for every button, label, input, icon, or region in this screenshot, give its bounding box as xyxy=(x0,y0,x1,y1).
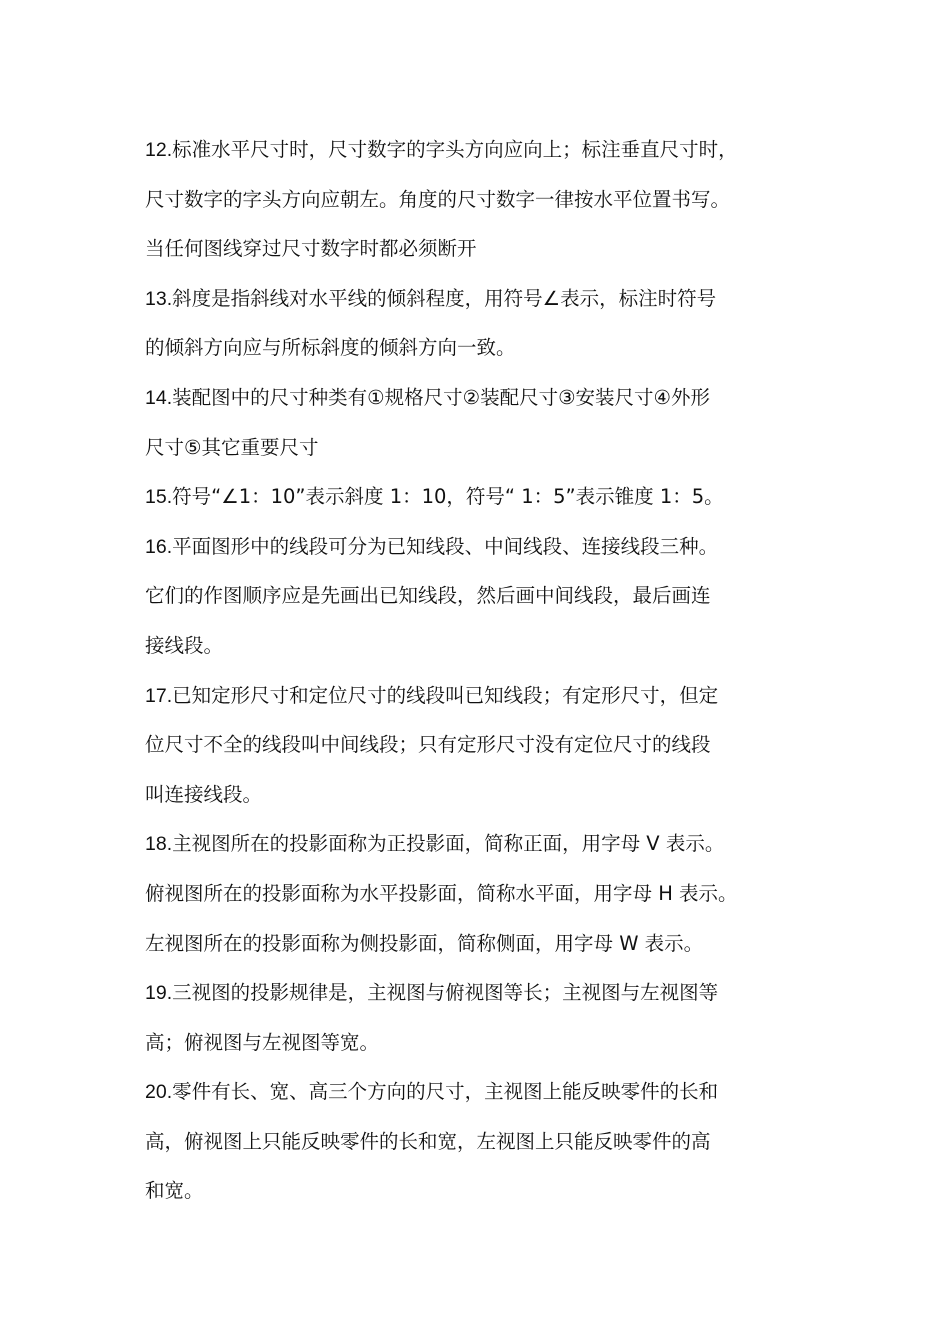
paragraph-16 xyxy=(145,522,825,671)
paragraph-line xyxy=(145,819,825,869)
paragraph-line: 和宽。 xyxy=(145,1179,204,1203)
paragraph-line xyxy=(145,125,825,175)
paragraph-line: 左视图所在的投影面称为侧投影面，简称侧面，用字母 W 表示。 xyxy=(145,931,704,955)
paragraph-14 xyxy=(145,373,825,472)
paragraph-number: 14. xyxy=(145,386,173,409)
paragraph-line: 高；俯视图与左视图等宽。 xyxy=(145,1030,380,1054)
paragraph-number: 13. xyxy=(145,287,173,310)
paragraph-line xyxy=(145,274,825,324)
paragraph-number: 17. xyxy=(145,684,173,707)
paragraph-line xyxy=(145,1067,825,1117)
paragraph-text: 已知定形尺寸和定位尺寸的线段叫已知线段；有定形尺寸，但定 xyxy=(172,683,719,707)
paragraph-line xyxy=(145,671,825,721)
paragraph-15 xyxy=(145,472,825,522)
paragraph-line: 位尺寸不全的线段叫中间线段；只有定形尺寸没有定位尺寸的线段 xyxy=(145,733,711,757)
paragraph-text: 装配图中的尺寸种类有①规格尺寸②装配尺寸③安装尺寸④外形 xyxy=(172,385,711,409)
paragraph-line xyxy=(145,522,825,572)
paragraph-text: 主视图所在的投影面称为正投影面，简称正面，用字母 V 表示。 xyxy=(172,832,725,856)
document-body xyxy=(145,125,825,1216)
paragraph-12 xyxy=(145,125,825,274)
paragraph-text: 平面图形中的线段可分为已知线段、中间线段、连接线段三种。 xyxy=(172,534,719,558)
paragraph-line: 接线段。 xyxy=(145,633,224,657)
paragraph-number: 18. xyxy=(145,833,173,856)
paragraph-line: 当任何图线穿过尺寸数字时都必须断开 xyxy=(145,237,477,261)
paragraph-number: 12. xyxy=(145,139,173,161)
paragraph-line: 高，俯视图上只能反映零件的长和宽，左视图上只能反映零件的高 xyxy=(145,1129,711,1153)
paragraph-text: 三视图的投影规律是，主视图与俯视图等长；主视图与左视图等 xyxy=(172,981,719,1005)
paragraph-13 xyxy=(145,274,825,373)
paragraph-18 xyxy=(145,819,825,968)
paragraph-line: 叫连接线段。 xyxy=(145,782,263,806)
paragraph-line: 尺寸数字的字头方向应朝左。角度的尺寸数字一律按水平位置书写。 xyxy=(145,187,731,211)
paragraph-number: 16. xyxy=(145,535,173,558)
paragraph-number: 15. xyxy=(145,486,173,509)
paragraph-line: 的倾斜方向应与所标斜度的倾斜方向一致。 xyxy=(145,336,516,360)
paragraph-17 xyxy=(145,671,825,820)
paragraph-19 xyxy=(145,968,825,1067)
paragraph-text: 标准水平尺寸时，尺寸数字的字头方向应向上；标注垂直尺寸时， xyxy=(172,138,738,161)
paragraph-text: 零件有长、宽、高三个方向的尺寸，主视图上能反映零件的长和 xyxy=(172,1080,719,1104)
paragraph-20 xyxy=(145,1067,825,1216)
paragraph-text: 斜度是指斜线对水平线的倾斜程度，用符号∠表示，标注时符号 xyxy=(172,286,717,310)
paragraph-number: 20. xyxy=(145,1081,173,1104)
paragraph-line: 它们的作图顺序应是先画出已知线段，然后画中间线段，最后画连 xyxy=(145,584,711,608)
paragraph-line: 尺寸⑤其它重要尺寸 xyxy=(145,435,319,459)
paragraph-line xyxy=(145,968,825,1018)
paragraph-line xyxy=(145,472,825,522)
paragraph-line: 俯视图所在的投影面称为水平投影面，简称水平面，用字母 H 表示。 xyxy=(145,881,738,905)
paragraph-line xyxy=(145,373,825,423)
paragraph-text: 符号“∠1：10”表示斜度 1：10，符号“ 1：5”表示锥度 1：5。 xyxy=(172,485,724,509)
paragraph-number: 19. xyxy=(145,982,173,1005)
